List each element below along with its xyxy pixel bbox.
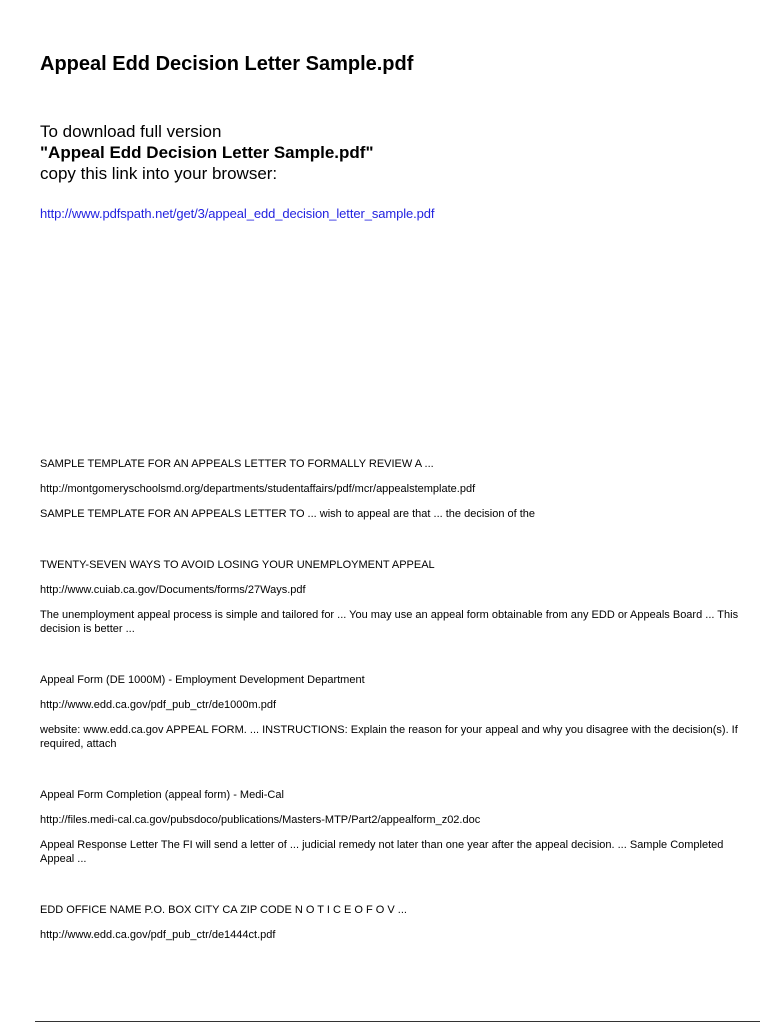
footer-divider xyxy=(35,1021,760,1022)
result-item xyxy=(40,903,752,942)
intro-filename: "Appeal Edd Decision Letter Sample.pdf" xyxy=(40,143,374,162)
intro-line-1: To download full version xyxy=(40,122,222,141)
result-snippet: website: www.edd.ca.gov APPEAL FORM. ... INSTRUCTIONS: Explain the reason for your appeal and why you disagree with the decision(s). If required, attach xyxy=(40,724,738,750)
intro-line-3: copy this link into your browser: xyxy=(40,164,278,183)
result-url: http://montgomeryschoolsmd.org/departments/studentaffairs/pdf/mcr/appealstemplate.pdf xyxy=(40,483,476,495)
document-title: Appeal Edd Decision Letter Sample.pdf xyxy=(40,53,414,75)
result-snippet: Appeal Response Letter The FI will send a letter of ... judicial remedy not later than one year after the appeal decision. ... Sample Completed Appeal ... xyxy=(40,839,724,865)
result-snippet: The unemployment appeal process is simple and tailored for ... You may use an appeal form obtainable from any EDD or Appeals Board ... This decision is better ... xyxy=(40,609,739,635)
result-item xyxy=(40,457,752,521)
result-title: Appeal Form (DE 1000M) - Employment Development Department xyxy=(40,674,365,686)
result-url: http://www.edd.ca.gov/pdf_pub_ctr/de1000m.pdf xyxy=(40,699,277,711)
result-item xyxy=(40,558,752,636)
download-link[interactable]: http://www.pdfspath.net/get/3/appeal_edd_decision_letter_sample.pdf xyxy=(40,206,435,221)
result-url: http://www.cuiab.ca.gov/Documents/forms/27Ways.pdf xyxy=(40,584,306,596)
result-snippet: SAMPLE TEMPLATE FOR AN APPEALS LETTER TO ... wish to appeal are that ... the decision of the xyxy=(40,508,536,520)
result-item xyxy=(40,788,752,866)
result-item xyxy=(40,673,752,751)
results-list xyxy=(40,457,752,966)
result-url: http://files.medi-cal.ca.gov/pubsdoco/publications/Masters-MTP/Part2/appealform_z02.doc xyxy=(40,814,481,826)
result-title: EDD OFFICE NAME P.O. BOX CITY CA ZIP CODE N O T I C E O F O V ... xyxy=(40,904,407,916)
result-title: Appeal Form Completion (appeal form) - Medi-Cal xyxy=(40,789,284,801)
result-title: SAMPLE TEMPLATE FOR AN APPEALS LETTER TO FORMALLY REVIEW A ... xyxy=(40,458,434,470)
result-title: TWENTY-SEVEN WAYS TO AVOID LOSING YOUR UNEMPLOYMENT APPEAL xyxy=(40,559,435,571)
result-url: http://www.edd.ca.gov/pdf_pub_ctr/de1444ct.pdf xyxy=(40,929,276,941)
download-intro xyxy=(40,121,374,184)
